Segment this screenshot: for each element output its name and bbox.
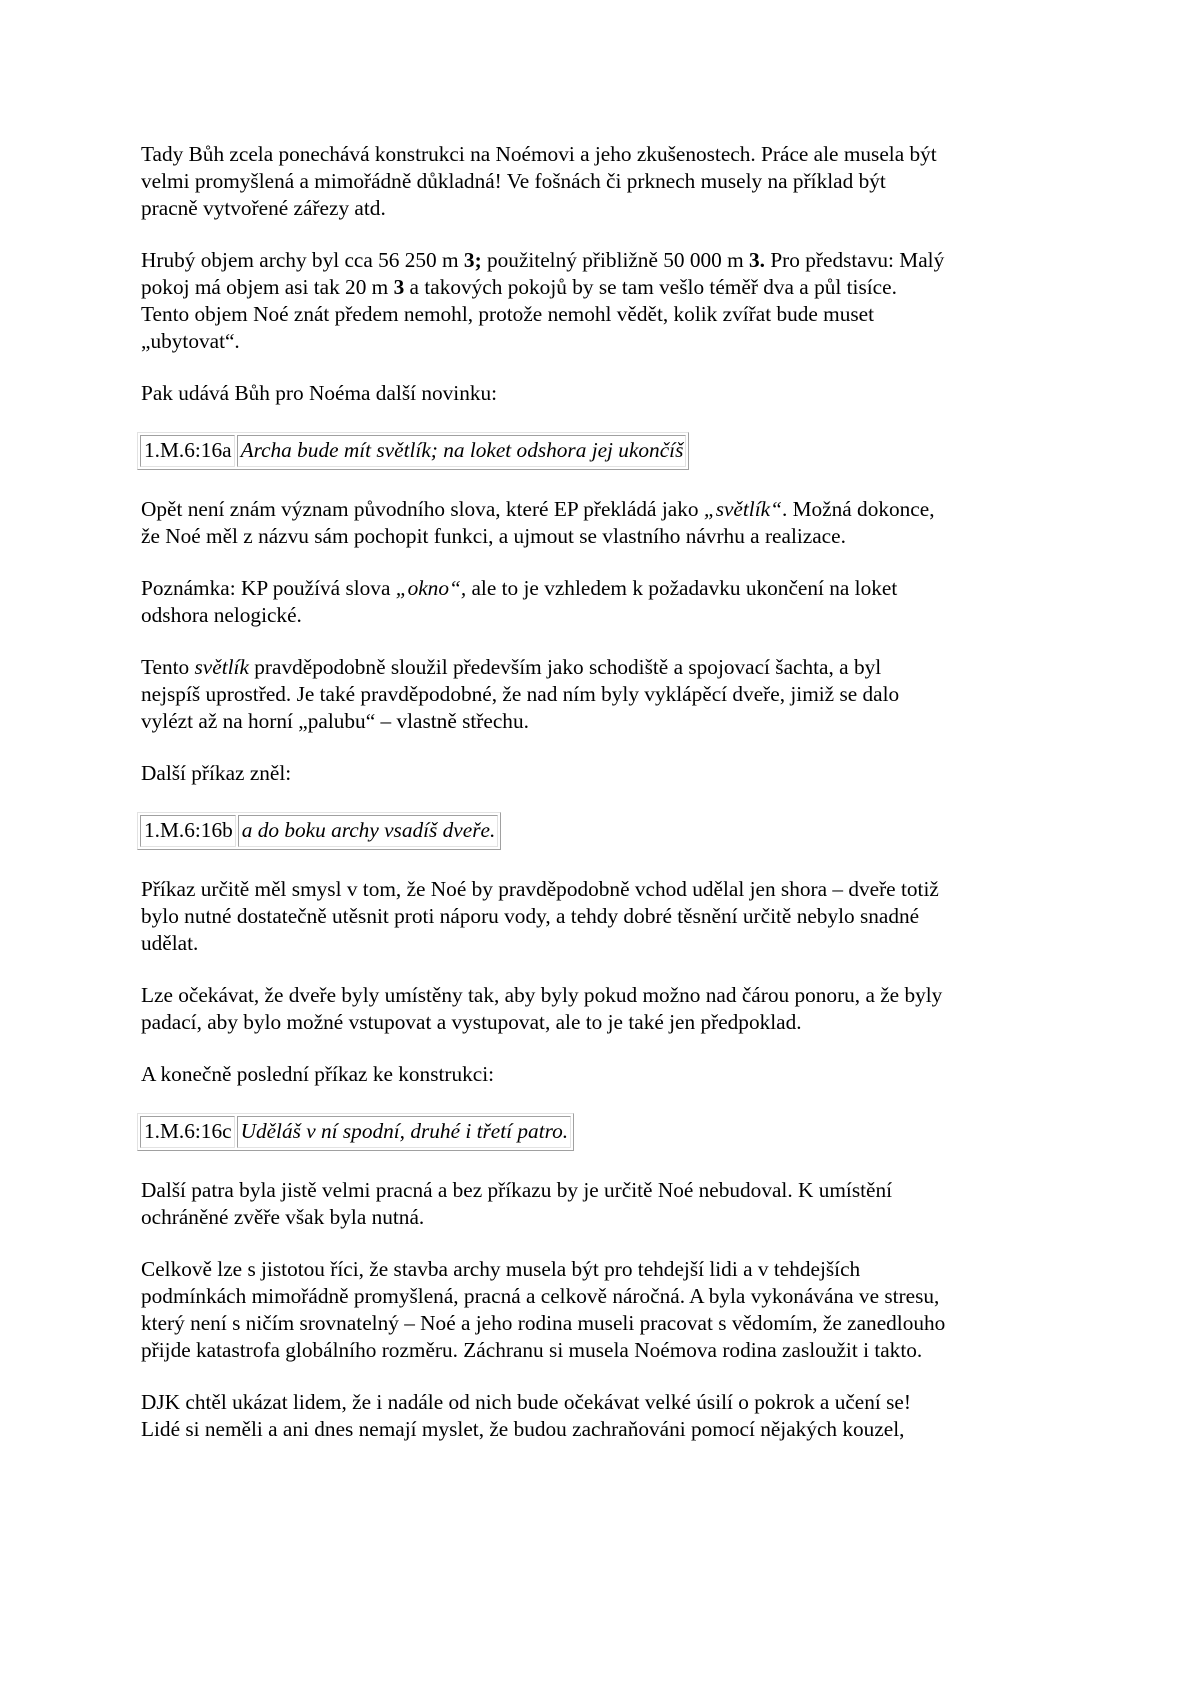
text-line: Příkaz určitě měl smysl v tom, že Noé by pravděpodobně vchod udělal jen shora – dveře totiž xyxy=(141,877,939,901)
bold-superscript: 3 xyxy=(393,275,405,299)
text-line: pracně vytvořené zářezy atd. xyxy=(141,196,386,220)
paragraph-floors xyxy=(141,1177,1061,1231)
verse-text: Archa bude mít světlík; na loket odshora jej ukončíš xyxy=(237,435,687,467)
text-run: . Možná dokonce, xyxy=(781,497,935,521)
text-run: Opět není znám význam původního slova, které EP překládá jako xyxy=(141,497,704,521)
text-run: ale to je vzhledem k požadavku ukončení na loket xyxy=(466,576,898,600)
verse-reference: 1.M.6:16c xyxy=(140,1116,235,1148)
text-line: který není s ničím srovnatelný – Noé a jeho rodina museli pracovat s vědomím, že zanedlouho xyxy=(141,1311,946,1335)
paragraph-meaning xyxy=(141,496,1061,550)
text-line xyxy=(141,575,1061,602)
verse-table-16c xyxy=(137,1113,574,1151)
text-line: ochráněné zvěře však byla nutná. xyxy=(141,1205,425,1229)
text-run: pravděpodobně sloužil především jako schodiště a spojovací šachta, a byl xyxy=(248,655,882,679)
verse-reference: 1.M.6:16b xyxy=(140,815,236,847)
paragraph-volume xyxy=(141,247,1061,355)
text-run: Pro představu: Malý xyxy=(765,248,945,272)
text-line: Celkově lze s jistotou říci, že stavba archy musela být pro tehdejší lidi a v tehdejších xyxy=(141,1257,861,1281)
text-line: Tady Bůh zcela ponechává konstrukci na Noémovi a jeho zkušenostech. Práce ale musela být xyxy=(141,142,937,166)
text-line: Lidé si neměli a ani dnes nemají myslet, že budou zachraňováni pomocí nějakých kouzel, xyxy=(141,1417,905,1441)
verse-reference: 1.M.6:16a xyxy=(140,435,235,467)
text-line: odshora nelogické. xyxy=(141,603,302,627)
text-line: nejspíš uprostřed. Je také pravděpodobné, že nad ním byly vyklápěcí dveře, jimiž se dalo xyxy=(141,682,900,706)
text-line xyxy=(141,247,1061,274)
document-page xyxy=(141,141,1061,1468)
italic-term: „světlík“ xyxy=(703,497,782,521)
text-run: a takových pokojů by se tam vešlo téměř dva a půl tisíce. xyxy=(404,275,897,299)
text-run: Hrubý objem archy byl cca 56 250 m xyxy=(141,248,464,272)
paragraph-next-command: Další příkaz zněl: xyxy=(141,761,292,785)
text-line xyxy=(141,654,1061,681)
verse-text: Uděláš v ní spodní, druhé i třetí patro. xyxy=(237,1116,572,1148)
paragraph-skylight xyxy=(141,654,1061,735)
text-line: padací, aby bylo možné vstupovat a vystupovat, ale to je také jen předpoklad. xyxy=(141,1010,802,1034)
paragraph-door-placement xyxy=(141,982,1061,1036)
text-line: přijde katastrofa globálního rozměru. Záchranu si musela Noémova rodina zasloužit i takto. xyxy=(141,1338,923,1362)
paragraph-door-purpose xyxy=(141,876,1061,957)
text-run: Poznámka: KP používá slova xyxy=(141,576,396,600)
text-line: Lze očekávat, že dveře byly umístěny tak, aby byly pokud možno nad čárou ponoru, a že byly xyxy=(141,983,943,1007)
paragraph-summary xyxy=(141,1256,1061,1364)
text-line: Tento objem Noé znát předem nemohl, protože nemohl vědět, kolik zvířat bude muset xyxy=(141,302,875,326)
text-line: DJK chtěl ukázat lidem, že i nadále od nich bude očekávat velké úsilí o pokrok a učení se! xyxy=(141,1390,911,1414)
text-line: velmi promyšlená a mimořádně důkladná! Ve fošnách či prknech musely na příklad být xyxy=(141,169,886,193)
text-line: vylézt až na horní „palubu“ – vlastně střechu. xyxy=(141,709,529,733)
paragraph-last-command: A konečně poslední příkaz ke konstrukci: xyxy=(141,1062,495,1086)
paragraph-djk xyxy=(141,1389,1061,1443)
text-line: udělat. xyxy=(141,931,199,955)
verse-table-16b xyxy=(137,812,501,850)
italic-term: světlík xyxy=(194,655,249,679)
paragraph-intro-novelty: Pak udává Bůh pro Noéma další novinku: xyxy=(141,381,498,405)
verse-text: a do boku archy vsadíš dveře. xyxy=(238,815,499,847)
text-line xyxy=(141,274,1061,301)
text-line: „ubytovat“. xyxy=(141,329,240,353)
text-run: Tento xyxy=(141,655,195,679)
text-run: použitelný přibližně 50 000 m xyxy=(481,248,750,272)
bold-superscript: 3; xyxy=(463,248,482,272)
text-line xyxy=(141,496,1061,523)
paragraph-construction xyxy=(141,141,1061,222)
verse-table-16a xyxy=(137,432,689,470)
text-line: podmínkách mimořádně promyšlená, pracná a celkově náročná. A byla vykonávána ve stresu, xyxy=(141,1284,940,1308)
paragraph-note xyxy=(141,575,1061,629)
text-run: pokoj má objem asi tak 20 m xyxy=(141,275,394,299)
italic-term: „okno“, xyxy=(395,576,467,600)
text-line: bylo nutné dostatečně utěsnit proti náporu vody, a tehdy dobré těsnění určitě nebylo snadné xyxy=(141,904,920,928)
text-line: že Noé měl z názvu sám pochopit funkci, a ujmout se vlastního návrhu a realizace. xyxy=(141,524,846,548)
text-line: Další patra byla jistě velmi pracná a bez příkazu by je určitě Noé nebudoval. K umístění xyxy=(141,1178,893,1202)
bold-superscript: 3. xyxy=(749,248,766,272)
